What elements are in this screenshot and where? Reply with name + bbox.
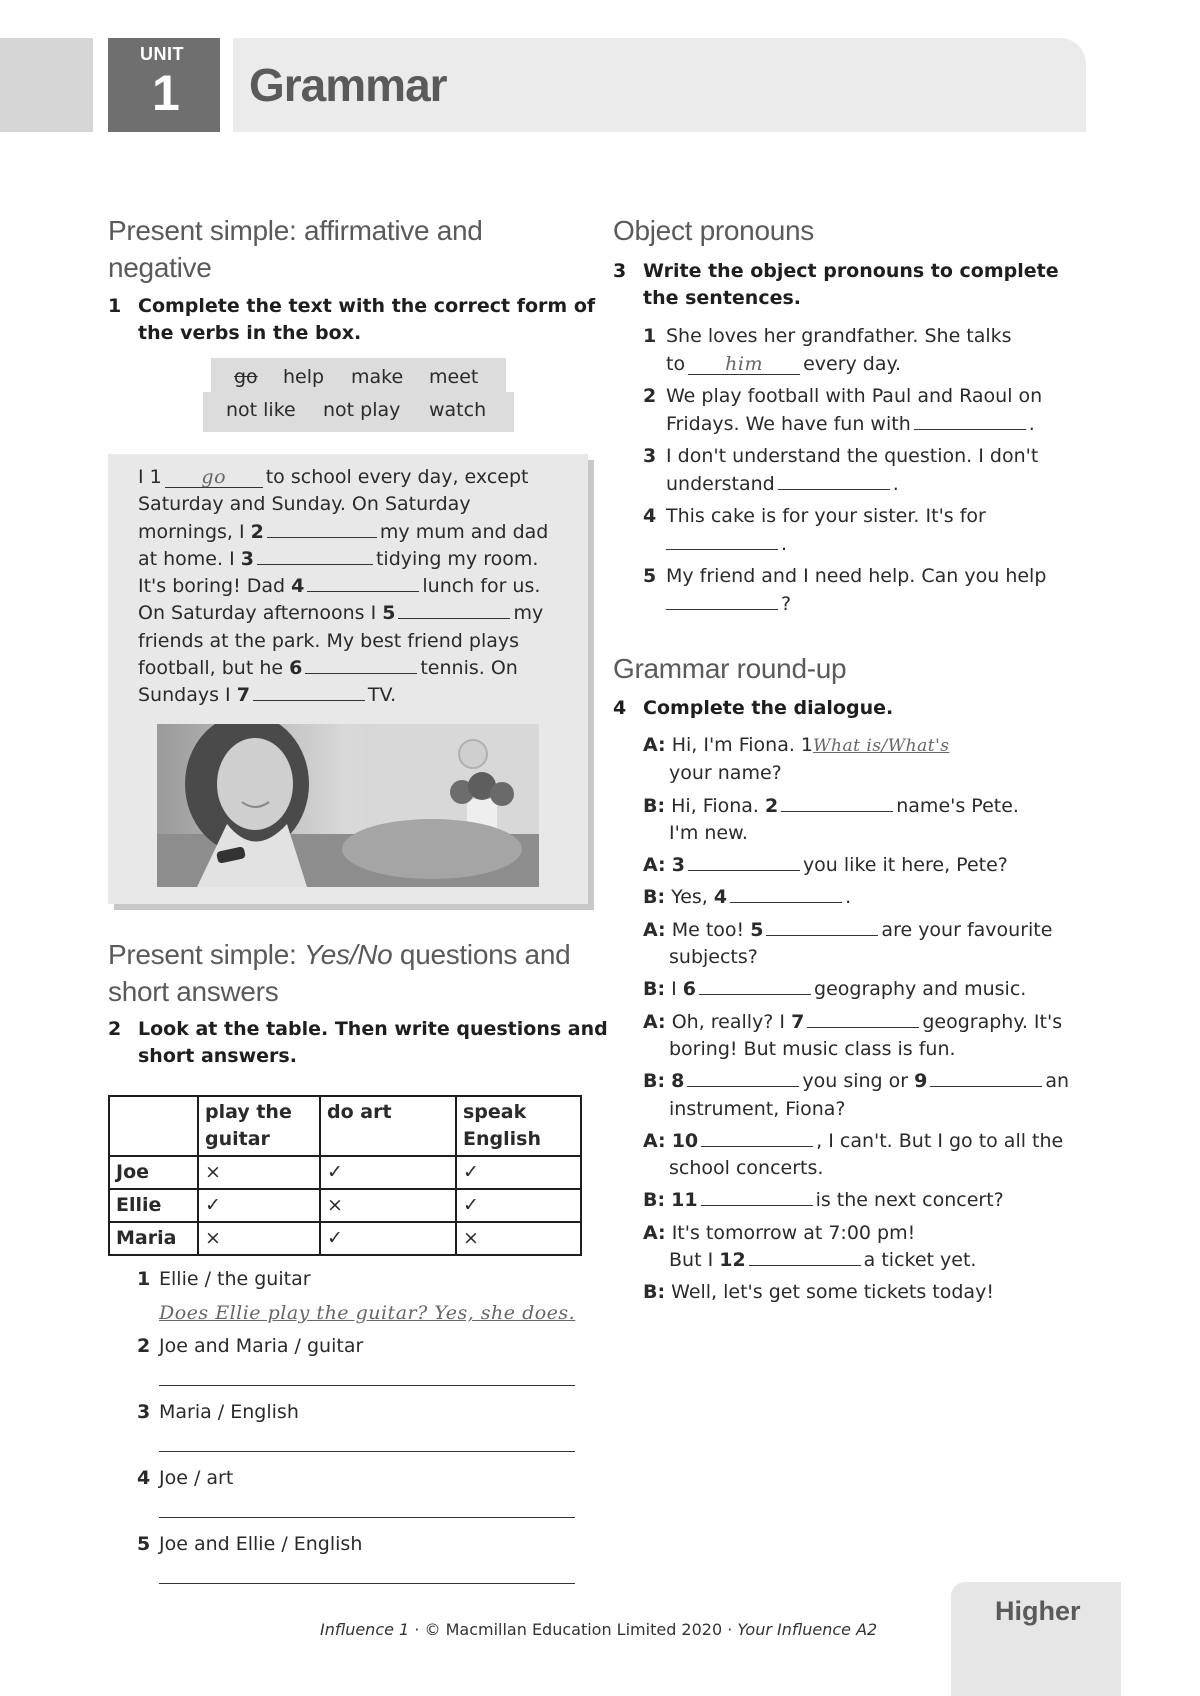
answer-blank[interactable] <box>307 590 419 592</box>
ex3-item-4: 4 This cake is for your sister. It's for . <box>643 505 986 555</box>
answer-blank[interactable] <box>398 617 510 619</box>
section3-heading: Object pronouns <box>613 215 814 246</box>
table-row: Maria × ✓ × <box>109 1222 581 1255</box>
unit-number: 1 <box>152 65 180 121</box>
instruction-line2: the verbs in the box. <box>138 322 362 344</box>
answer-blank[interactable] <box>914 428 1026 430</box>
ex2-item-2: 2 Joe and Maria / guitar <box>137 1335 364 1357</box>
unit-label: UNIT <box>140 44 184 64</box>
section1-heading-line1: Present simple: affirmative and <box>108 215 483 246</box>
answer-blank[interactable] <box>807 1026 919 1028</box>
exercise2-instruction: 2 Look at the table. Then write questions and short answers. <box>108 1018 608 1067</box>
ex2-item-1: 1 Ellie / the guitar <box>137 1268 311 1290</box>
word-go: go <box>234 366 258 388</box>
table-row: Ellie ✓ × ✓ <box>109 1189 581 1222</box>
answer-blank[interactable] <box>749 1264 861 1266</box>
word-not-play: not play <box>323 399 401 421</box>
table-row: Joe × ✓ ✓ <box>109 1156 581 1189</box>
dialogue <box>643 732 1103 1307</box>
answer-blank[interactable] <box>781 810 893 812</box>
exercise4-instruction: 4 Complete the dialogue. <box>613 697 894 719</box>
ex2-answer-line-4[interactable] <box>159 1517 575 1518</box>
unit-badge <box>108 38 220 132</box>
word-watch: watch <box>429 399 487 421</box>
dialogue-line: A: It's tomorrow at 7:00 pm! But I 12 a ticket yet. <box>643 1221 977 1272</box>
header-do-art: do art <box>320 1096 456 1156</box>
ex2-item-5: 5 Joe and Ellie / English <box>137 1533 363 1555</box>
word-meet: meet <box>429 366 479 388</box>
title-bar <box>233 38 1086 132</box>
dialogue-line: A: 10 , I can't. But I go to all the school concerts. <box>643 1129 1064 1180</box>
header-play-guitar: play the guitar <box>198 1096 320 1156</box>
dialogue-line: B: Well, let's get some tickets today! <box>643 1281 994 1304</box>
answer-blank[interactable] <box>699 993 811 995</box>
dialogue-line: A: Oh, really? I 7 geography. It's boring! But music class is fun. <box>643 1010 1063 1060</box>
answer-blank[interactable] <box>257 563 373 565</box>
section2-heading: Present simple: Yes/No questions and short answers <box>108 939 571 1007</box>
level-badge-text: Higher <box>995 1596 1081 1626</box>
ex2-answer-line-2[interactable] <box>159 1385 575 1386</box>
section1-heading-line2: negative <box>108 252 212 283</box>
dialogue-line: B: Yes, 4 . <box>643 886 852 909</box>
answer-blank[interactable] <box>730 901 842 903</box>
page-title: Grammar <box>249 59 447 111</box>
word-help: help <box>283 366 325 388</box>
exercise1-text: I 1 go to school every day, except Saturday and Sunday. On Saturday mornings, I 2 my mum and dad at home. I 3 tidying my room. It's boring! Dad 4 lunch for us. On Saturday afternoons I 5 my friends at the park. My best friend plays football, but he 6 tennis. On Sundays I 7 TV. <box>138 466 549 707</box>
footer-book-title: Influence 1 <box>320 1620 410 1639</box>
footer-credit <box>320 1620 877 1639</box>
answer-blank[interactable] <box>666 548 778 550</box>
footer-copyright: · © Macmillan Education Limited 2020 · <box>409 1620 738 1639</box>
ex2-answer-line-5[interactable] <box>159 1583 575 1584</box>
word-not-like: not like <box>226 399 296 421</box>
dialogue-line: B: 8 you sing or 9 an instrument, Fiona? <box>643 1070 1070 1120</box>
answer-blank[interactable] <box>766 934 878 936</box>
exercise3-instruction: 3 Write the object pronouns to complete the sentences. <box>613 260 1059 309</box>
ex2-item-3: 3 Maria / English <box>137 1401 299 1423</box>
footer-series: Your Influence A2 <box>737 1620 878 1639</box>
answer-blank[interactable] <box>666 608 778 610</box>
exercise-number: 1 <box>108 295 122 317</box>
answer-blank[interactable] <box>305 672 417 674</box>
instruction-line1: Complete the text with the correct form of <box>138 295 596 317</box>
answer-blank[interactable] <box>253 699 365 701</box>
ex3-item-2: 2 We play football with Paul and Raoul on Fridays. We have fun with . <box>643 385 1043 435</box>
ex3-item-1: 1 She loves her grandfather. She talks to him every day. <box>643 325 1012 375</box>
section4-heading: Grammar round-up <box>613 653 847 684</box>
table-header-row <box>109 1096 581 1156</box>
dialogue-line: A: Me too! 5 are your favourite subjects? <box>643 918 1053 969</box>
header-left-bar <box>0 38 93 132</box>
ex3-item-5: 5 My friend and I need help. Can you help ? <box>643 565 1047 615</box>
answer-what-is: What is/What's <box>813 736 950 756</box>
dialogue-line: B: I 6 geography and music. <box>643 978 1027 1001</box>
answer-blank[interactable] <box>267 536 377 538</box>
answer-blank[interactable] <box>701 1145 813 1147</box>
ex2-answer-1: Does Ellie play the guitar? Yes, she does. <box>159 1302 576 1324</box>
level-badge <box>951 1582 1121 1696</box>
answer-blank[interactable] <box>687 1085 799 1087</box>
photo-girl-watching-tv <box>157 724 539 887</box>
word-make: make <box>351 366 404 388</box>
answer-blank[interactable] <box>930 1085 1042 1087</box>
ability-table <box>108 1095 582 1256</box>
section1-heading <box>108 212 483 286</box>
dialogue-line: B: Hi, Fiona. 2 name's Pete. I'm new. <box>643 794 1019 844</box>
answer-blank[interactable] <box>688 869 800 871</box>
answer-blank[interactable] <box>778 488 890 490</box>
dialogue-line: B: 11 is the next concert? <box>643 1189 1004 1212</box>
ex2-answer-line-3[interactable] <box>159 1451 575 1452</box>
dialogue-line: A: Hi, I'm Fiona. 1What is/What's your name? <box>643 734 950 785</box>
dialogue-line: A: 3 you like it here, Pete? <box>643 854 1008 877</box>
answer-blank[interactable] <box>701 1204 813 1206</box>
answer-go: go <box>165 467 263 488</box>
ex2-item-4: 4 Joe / art <box>137 1467 234 1489</box>
ex3-item-3: 3 I don't understand the question. I don't understand . <box>643 445 1039 495</box>
answer-him: him <box>688 354 800 375</box>
exercise1-instruction <box>108 293 595 347</box>
header-speak-english: speak English <box>456 1096 581 1156</box>
